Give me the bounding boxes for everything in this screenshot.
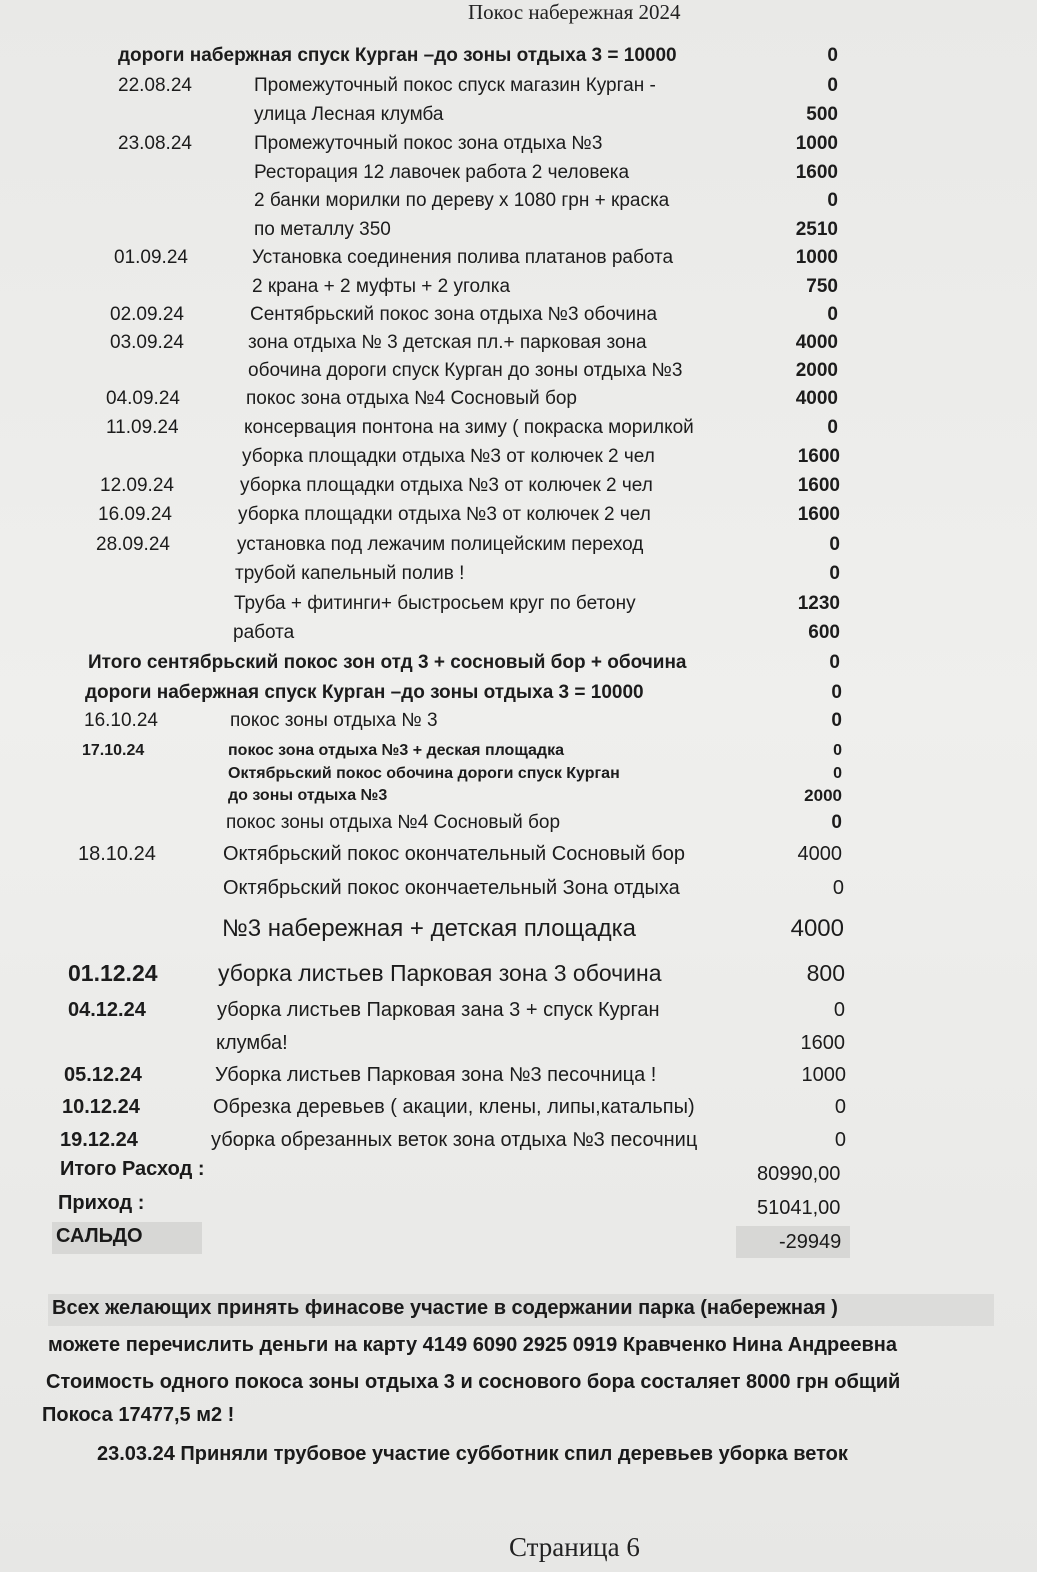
ledger-row — [0, 874, 1037, 902]
ledger-row — [0, 187, 1037, 214]
row-description: Промежуточный покос спуск магазин Курган - — [254, 75, 656, 96]
row-amount: 0 — [834, 1096, 846, 1118]
row-amount: 1600 — [797, 475, 840, 496]
row-amount: 1230 — [797, 593, 840, 614]
row-amount: 0 — [833, 742, 842, 759]
row-description: покос зона отдыха №3 + деская площадка — [228, 742, 564, 759]
row-amount: 0 — [827, 45, 838, 66]
row-date: 28.09.24 — [96, 534, 170, 555]
ledger-row — [0, 244, 1037, 271]
row-date: 22.08.24 — [118, 75, 192, 96]
ledger-row — [0, 385, 1037, 412]
row-description: Установка соединения полива платанов работа — [252, 247, 674, 268]
row-amount: 1600 — [797, 504, 840, 525]
row-amount: 0 — [833, 765, 842, 782]
row-amount: 1000 — [795, 247, 838, 268]
row-date: 05.12.24 — [64, 1064, 142, 1086]
ledger-row — [0, 301, 1037, 328]
ledger-row — [0, 1093, 1037, 1121]
row-description: 2 крана + 2 муфты + 2 уголка — [252, 276, 511, 297]
row-date: 16.10.24 — [84, 710, 158, 731]
page-number: Страница 6 — [509, 1532, 640, 1562]
ledger-row — [0, 560, 1037, 587]
row-date: 10.12.24 — [62, 1096, 140, 1118]
row-date: 12.09.24 — [100, 475, 174, 496]
row-description: улица Лесная клумба — [254, 104, 444, 125]
row-description: уборка листьев Парковая зона 3 обочина — [218, 960, 662, 986]
ledger-row — [0, 130, 1037, 157]
row-date: 17.10.24 — [82, 742, 145, 759]
ledger-row — [0, 996, 1037, 1024]
ledger-row — [0, 809, 1037, 836]
row-description: Октябрьский покос окончательный Сосновый бор — [223, 843, 685, 865]
row-description: дороги набержная спуск Курган –до зоны отдыха 3 = 10000 — [85, 682, 644, 703]
ledger-row — [0, 329, 1037, 356]
note-line-1: Всех желающих принять финасове участие в содержании парка (набережная ) — [52, 1297, 838, 1319]
ledger-row — [0, 679, 1037, 706]
row-amount: 0 — [827, 304, 838, 325]
row-date: 11.09.24 — [106, 417, 179, 438]
row-description: клумба! — [216, 1032, 288, 1054]
row-description: до зоны отдыха №3 — [228, 787, 388, 804]
row-amount: 4000 — [795, 332, 838, 353]
ledger-row — [0, 913, 1037, 945]
ledger-row — [0, 707, 1037, 734]
ledger-row — [0, 531, 1037, 558]
row-description: покос зоны отдыха №4 Сосновый бор — [226, 812, 561, 833]
page-title: Покос набережная 2024 — [468, 0, 681, 24]
row-description: уборка площадки отдыха №3 от колючек 2 чел — [240, 475, 653, 496]
ledger-row — [0, 958, 1037, 989]
ledger-row — [0, 216, 1037, 243]
note-line-4: Покоса 17477,5 м2 ! — [42, 1404, 235, 1426]
row-date: 19.12.24 — [60, 1129, 138, 1151]
ledger-row — [0, 159, 1037, 186]
income-label: Приход : — [58, 1192, 145, 1214]
expense-value: 80990,00 — [757, 1163, 841, 1185]
row-amount: 2000 — [804, 786, 842, 805]
row-amount: 4000 — [790, 915, 844, 942]
row-description: установка под лежачим полицейским переход — [237, 534, 644, 555]
ledger-row — [0, 1126, 1037, 1154]
row-date: 01.09.24 — [114, 247, 188, 268]
row-date: 03.09.24 — [110, 332, 184, 353]
row-amount: 600 — [808, 622, 840, 643]
row-description: Октябрьский покос обочина дороги спуск Курган — [228, 765, 620, 782]
row-amount: 1000 — [795, 133, 838, 154]
row-description: покос зоны отдыха № 3 — [230, 710, 438, 731]
row-amount: 0 — [829, 563, 840, 584]
row-amount: 2000 — [795, 360, 838, 381]
ledger-row — [0, 1061, 1037, 1089]
row-description: Промежуточный покос зона отдыха №3 — [254, 133, 603, 154]
ledger-row — [0, 357, 1037, 384]
note-line-5: 23.03.24 Приняли трубовое участие субботник спил деревьев уборка веток — [97, 1443, 848, 1465]
row-date: 04.12.24 — [68, 999, 146, 1021]
row-description: Уборка листьев Парковая зона №3 песочница ! — [215, 1064, 657, 1086]
row-description: №3 набережная + детская площадка — [222, 915, 637, 942]
row-amount: 0 — [827, 75, 838, 96]
ledger-row — [0, 1029, 1037, 1057]
row-amount: 0 — [831, 812, 842, 833]
row-amount: 0 — [831, 710, 842, 731]
row-description: уборка площадки отдыха №3 от колючек 2 чел — [242, 446, 655, 467]
row-amount: 500 — [806, 104, 838, 125]
row-amount: 0 — [831, 682, 842, 703]
row-description: Обрезка деревьев ( акации, клены, липы,катальпы) — [213, 1096, 695, 1118]
row-description: уборка листьев Парковая зана 3 + спуск Курган — [217, 999, 660, 1021]
row-date: 23.08.24 — [118, 133, 192, 154]
expense-label: Итого Расход : — [60, 1158, 205, 1180]
ledger-row — [0, 273, 1037, 300]
row-description: Итого сентябрьский покос зон отд 3 + сосновый бор + обочина — [88, 652, 687, 673]
row-amount: 1000 — [801, 1064, 846, 1086]
row-date: 01.12.24 — [68, 960, 158, 986]
row-amount: 0 — [833, 999, 845, 1021]
ledger-row — [0, 649, 1037, 676]
ledger-row — [0, 762, 1037, 786]
row-description: Ресторация 12 лавочек работа 2 человека — [254, 162, 630, 183]
note-line-2: можете перечислить деньги на карту 4149 6090 2925 0919 Кравченко Нина Андреевна — [48, 1334, 897, 1356]
row-description: обочина дороги спуск Курган до зоны отдыха №3 — [248, 360, 683, 381]
balance-label: САЛЬДО — [56, 1225, 143, 1247]
row-description: Труба + фитинги+ быстросьем круг по бетону — [234, 593, 636, 614]
income-value: 51041,00 — [757, 1197, 841, 1219]
row-date: 02.09.24 — [110, 304, 184, 325]
row-amount: 0 — [827, 417, 838, 438]
ledger-row — [0, 414, 1037, 441]
ledger-row — [0, 840, 1037, 868]
ledger-row — [0, 42, 1037, 69]
ledger-row — [0, 501, 1037, 528]
row-date: 16.09.24 — [98, 504, 172, 525]
row-amount: 0 — [832, 877, 844, 899]
row-amount: 0 — [829, 534, 840, 555]
row-amount: 4000 — [797, 843, 842, 865]
row-amount: 0 — [834, 1129, 846, 1151]
row-description: работа — [233, 622, 295, 643]
row-amount: 4000 — [795, 388, 838, 409]
row-description: 2 банки морилки по дереву х 1080 грн + краска — [254, 190, 670, 211]
row-description: уборка площадки отдыха №3 от колючек 2 чел — [238, 504, 651, 525]
row-description: Сентябрьский покос зона отдыха №3 обочина — [250, 304, 658, 325]
note-line-3: Стоимость одного покоса зоны отдыха 3 и соснового бора состаляет 8000 грн общий — [46, 1371, 901, 1393]
ledger-row — [0, 784, 1037, 808]
row-description: трубой капельный полив ! — [235, 563, 465, 584]
row-description: консервация понтона на зиму ( покраска морилкой — [244, 417, 694, 438]
row-amount: 800 — [806, 960, 845, 986]
ledger-row — [0, 739, 1037, 763]
row-description: Октябрьский покос окончаетельный Зона отдыха — [223, 877, 680, 899]
row-date: 18.10.24 — [78, 843, 156, 865]
ledger-row — [0, 101, 1037, 128]
row-amount: 2510 — [795, 219, 838, 240]
balance-value: -29949 — [779, 1231, 842, 1253]
row-description: по металлу 350 — [254, 219, 391, 240]
ledger-row — [0, 472, 1037, 499]
row-description: зона отдыха № 3 детская пл.+ парковая зона — [248, 332, 647, 353]
row-amount: 750 — [806, 276, 838, 297]
row-amount: 1600 — [800, 1032, 845, 1054]
row-description: уборка обрезанных веток зона отдыха №3 песочниц — [211, 1129, 698, 1151]
row-amount: 0 — [827, 190, 838, 211]
row-description: покос зона отдыха №4 Сосновый бор — [246, 388, 577, 409]
ledger-row — [0, 443, 1037, 470]
ledger-row — [0, 590, 1037, 617]
row-date: 04.09.24 — [106, 388, 180, 409]
ledger-row — [0, 619, 1037, 646]
row-description: дороги набержная спуск Курган –до зоны отдыха 3 = 10000 — [118, 45, 677, 66]
row-amount: 1600 — [795, 162, 838, 183]
row-amount: 1600 — [797, 446, 840, 467]
ledger-row — [0, 72, 1037, 99]
row-amount: 0 — [829, 652, 840, 673]
